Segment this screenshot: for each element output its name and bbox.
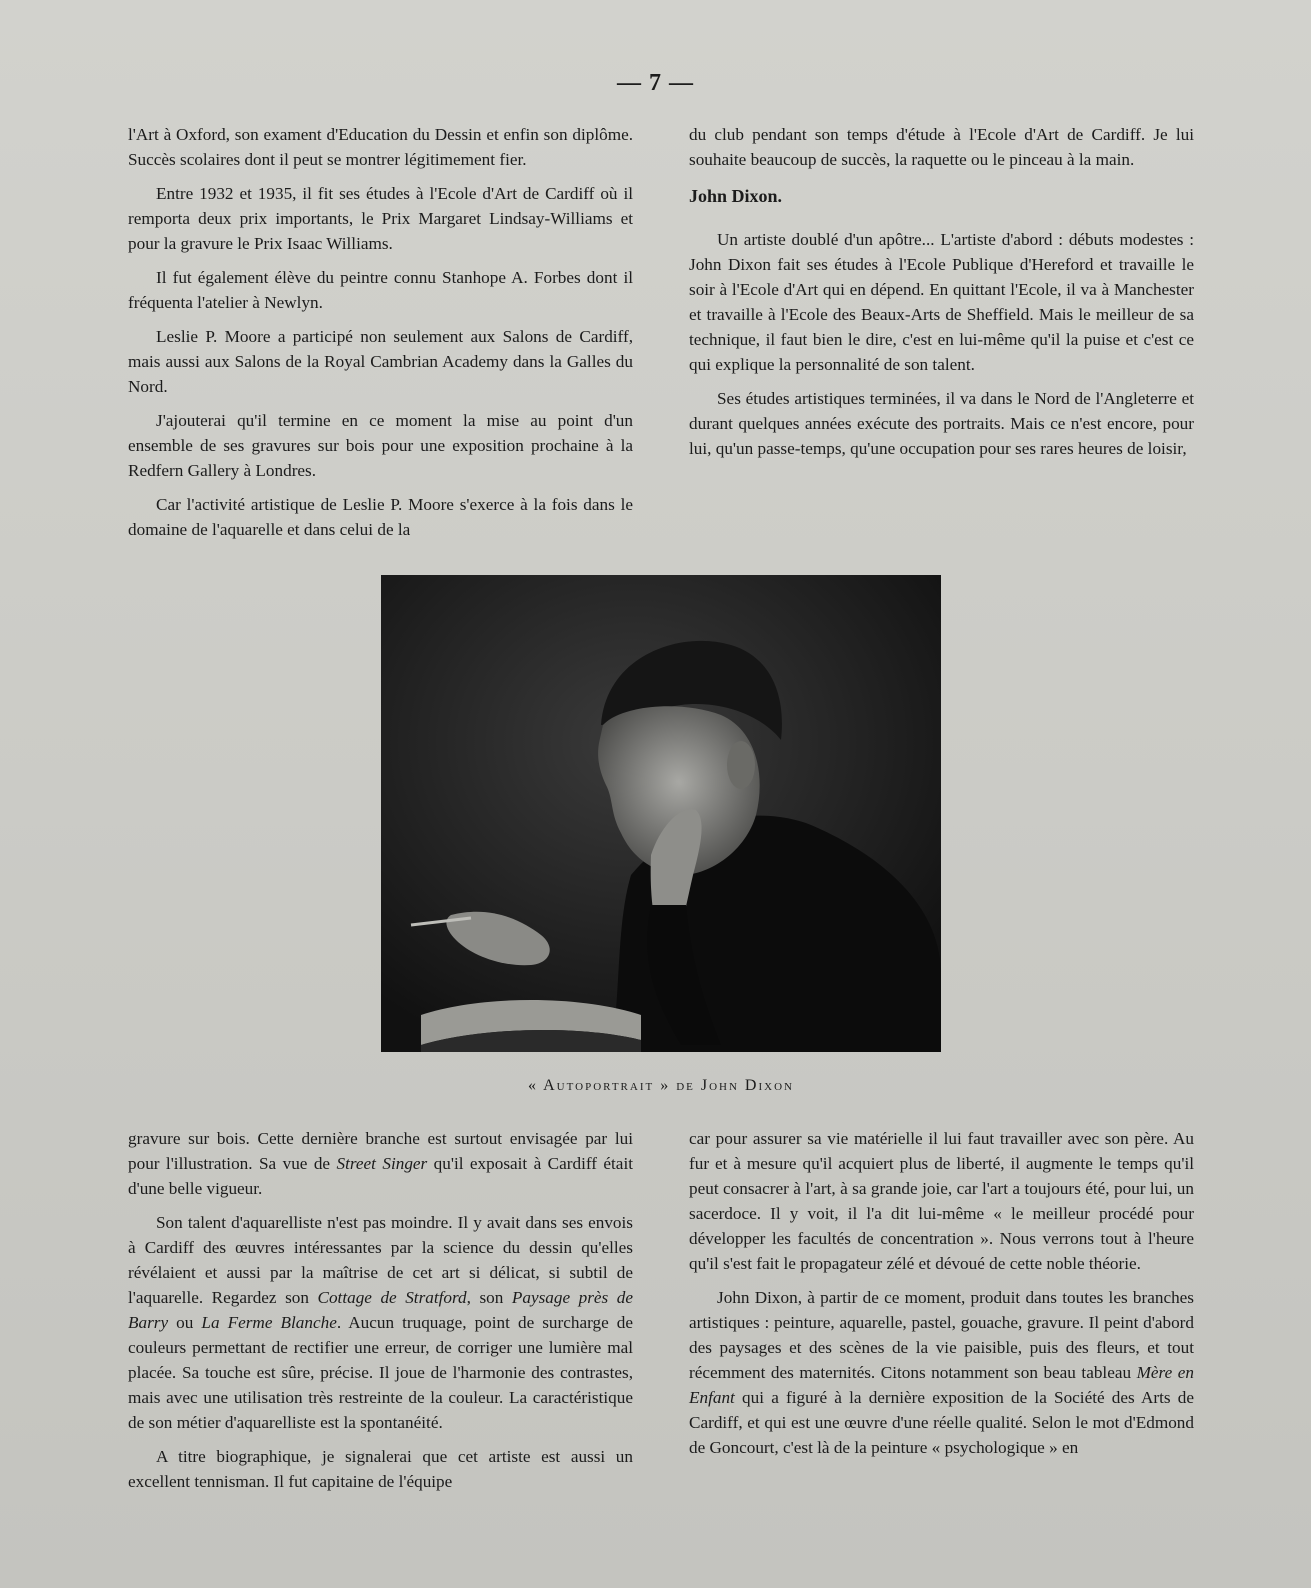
right-column-bottom [689,1126,1194,1469]
text-run: ou [168,1313,202,1332]
artwork-title: Paysage près de Barry [128,1288,633,1332]
left-column-top [128,122,633,551]
text-run: qui a figuré à la dernière exposition de la Société des Arts de Cardiff, et qui est une œuvre d'une réelle qualité. Selon le mot d'Edmond de Goncourt, c'est là de la peinture « psychologique » en [689,1388,1194,1457]
artwork-title: Mère en Enfant [689,1363,1194,1407]
paragraph: Car l'activité artistique de Leslie P. Moore s'exerce à la fois dans le domaine de l'aquarelle et dans celui de la [128,495,633,539]
paragraph: Ses études artistiques terminées, il va dans le Nord de l'Angleterre et durant quelques années exécute des portraits. Mais ce n'est encore, pour lui, qu'un passe-temps, qu'une occupation pour ses rares heures de loisir, [689,389,1194,458]
text-run: Son talent d'aquarelliste n'est pas moindre. Il y avait dans ses envois à Cardiff des œuvres intéressantes par la science du dessin qu'elles révélaient et aussi par la maîtrise de cet art si délicat, si subtil de l'aquarelle. Regardez son [128,1213,633,1307]
paragraph: Entre 1932 et 1935, il fit ses études à l'Ecole d'Art de Cardiff où il remporta deux prix importants, le Prix Margaret Lindsay-Williams et pour la gravure le Prix Isaac Williams. [128,184,633,253]
paragraph: J'ajouterai qu'il termine en ce moment la mise au point d'un ensemble de ses gravures sur bois pour une exposition prochaine à la Redfern Gallery à Londres. [128,411,633,480]
section-heading: John Dixon. [689,186,783,206]
text-run: . Aucun truquage, point de surcharge de couleurs permettant de rectifier une erreur, de corriger une lumière mal placée. Sa touche est sûre, précise. Il joue de l'harmonie des contrastes, mais avec une utilisation très restreinte de la couleur. La caractéristique de son métier d'aquarelliste est la spontanéité. [128,1313,634,1432]
paragraph: l'Art à Oxford, son exament d'Education du Dessin et enfin son diplôme. Succès scolaires dont il peut se montrer légitimement fier. [128,125,633,169]
page-number: — 7 — [617,70,694,96]
artwork-title: La Ferme Blanche [201,1313,337,1332]
artwork-title: Street Singer [336,1154,428,1173]
paragraph: Il fut également élève du peintre connu Stanhope A. Forbes dont il fréquenta l'atelier à Newlyn. [128,268,633,312]
photo-caption: « Autoportrait » de John Dixon [528,1077,794,1094]
text-run: gravure sur bois. Cette dernière branche est surtout envisagée par lui pour l'illustration. Sa vue de [128,1129,633,1173]
text-run: qu'il exposait à Cardiff était d'une belle vigueur. [128,1154,633,1198]
text-run: John Dixon, à partir de ce moment, produit dans toutes les branches artistiques : peinture, aquarelle, pastel, gouache, gravure. Il peint d'abord des paysages et des scènes de la vie paisible, puis des fleurs, et tout récemment des maternités. Citons notamment son beau tableau [689,1288,1194,1382]
paragraph: car pour assurer sa vie matérielle il lui faut travailler avec son père. Au fur et à mesure qu'il acquiert plus de liberté, il augmente le temps qu'il peut consacrer à l'art, à sa grande joie, car l'art a toujours été, pour lui, un sacerdoce. Il y voit, il l'a dit lui-même « le meilleur procédé pour développer les facultés de concentration ». Nous verrons tout à l'heure qu'il s'est fait le propagateur zélé et dévoué de cette noble théorie. [689,1129,1194,1273]
right-column-top [689,122,1194,470]
paragraph [128,1210,633,1435]
self-portrait-photo [381,575,941,1052]
left-column-bottom [128,1126,633,1503]
paragraph: Un artiste doublé d'un apôtre... L'artiste d'abord : débuts modestes : John Dixon fait ses études à l'Ecole Publique d'Hereford et travaille le soir à l'Ecole d'Art qui en dépend. En quittant l'Ecole, il va à Manchester et travaille à l'Ecole des Beaux-Arts de Sheffield. Mais le meilleur de sa technique, il faut bien le dire, c'est en lui-même qu'il la puise et c'est ce qui explique la personnalité de son talent. [689,230,1194,374]
paragraph [128,1126,633,1201]
paragraph [689,1285,1194,1460]
paragraph: A titre biographique, je signalerai que cet artiste est aussi un excellent tennisman. Il fut capitaine de l'équipe [128,1447,633,1491]
text-run: , son [466,1288,512,1307]
paragraph: du club pendant son temps d'étude à l'Ecole d'Art de Cardiff. Je lui souhaite beaucoup de succès, la raquette ou le pinceau à la main. [689,125,1194,169]
portrait-illustration [381,575,941,1052]
paragraph: Leslie P. Moore a participé non seulement aux Salons de Cardiff, mais aussi aux Salons de la Royal Cambrian Academy dans la Galles du Nord. [128,327,633,396]
artwork-title: Cottage de Stratford [317,1288,467,1307]
